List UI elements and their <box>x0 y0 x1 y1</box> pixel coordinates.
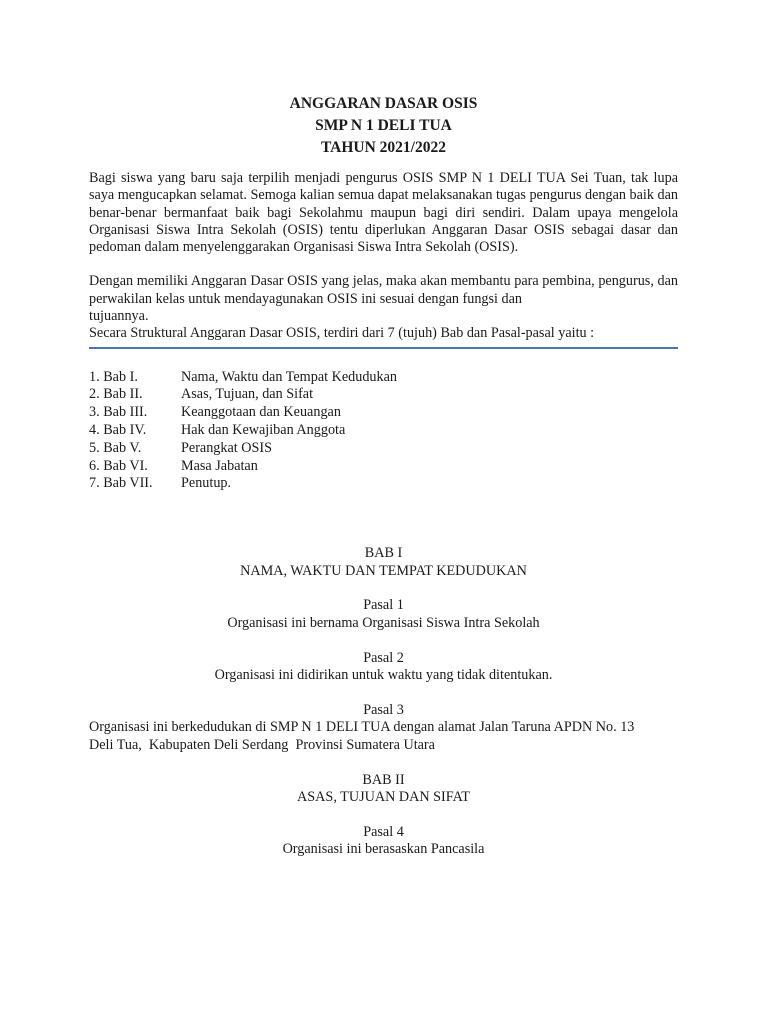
list-item <box>89 369 678 387</box>
structure-line: Secara Struktural Anggaran Dasar OSIS, terdiri dari 7 (tujuh) Bab dan Pasal-pasal yaitu : <box>89 325 678 348</box>
bab-number: 6. Bab VI. <box>89 457 148 474</box>
bab-title: Perangkat OSIS <box>181 439 273 456</box>
pasal2-label: Pasal 2 <box>363 649 404 666</box>
bab1-subheading: NAMA, WAKTU DAN TEMPAT KEDUDUKAN <box>240 562 527 579</box>
pasal4-label: Pasal 4 <box>363 823 404 840</box>
document-page <box>89 93 678 859</box>
document-title <box>89 93 678 159</box>
list-item <box>89 458 678 476</box>
title-line-3: TAHUN 2021/2022 <box>320 139 446 156</box>
bab-list <box>89 369 678 494</box>
bab-number: 1. Bab I. <box>89 368 138 385</box>
bab-title: Masa Jabatan <box>181 457 258 474</box>
bab-title: Nama, Waktu dan Tempat Kedudukan <box>181 368 398 385</box>
list-item <box>89 422 678 440</box>
bab1-section <box>89 545 678 719</box>
bab-title: Penutup. <box>181 475 232 492</box>
bab2-section <box>89 772 678 859</box>
title-line-1: ANGGARAN DASAR OSIS <box>289 95 478 112</box>
pasal1-text: Organisasi ini bernama Organisasi Siswa Intra Sekolah <box>227 615 540 632</box>
bab2-heading: BAB II <box>362 771 405 788</box>
title-line-2: SMP N 1 DELI TUA <box>315 117 452 134</box>
intro-paragraph-2: Dengan memiliki Anggaran Dasar OSIS yang jelas, maka akan membantu para pembina, pengurus, dan perwakilan kelas untuk mendayagunakan OSIS ini sesuai dengan fungsi dan <box>89 273 678 307</box>
bab1-heading: BAB I <box>364 545 403 562</box>
pasal1-label: Pasal 1 <box>363 597 404 614</box>
list-item <box>89 440 678 458</box>
list-item <box>89 386 678 404</box>
bab-number: 2. Bab II. <box>89 386 143 403</box>
bab-title: Hak dan Kewajiban Anggota <box>181 422 346 439</box>
pasal3-label: Pasal 3 <box>363 701 404 718</box>
bab-title: Keanggotaan dan Keuangan <box>181 404 341 421</box>
pasal3-text <box>89 719 678 754</box>
bab-number: 3. Bab III. <box>89 404 148 421</box>
intro-paragraph-1: Bagi siswa yang baru saja terpilih menjadi pengurus OSIS SMP N 1 DELI TUA Sei Tuan, tak lupa saya mengucapkan selamat. Semoga kalian semua dapat melaksanakan tugas pengurus dengan baik dan benar-benar bermanfaat baik bagi Sekolahmu maupun bagi diri sendiri. Dalam upaya mengelola Organisasi Siswa Intra Sekolah (OSIS) tentu diperlukan Anggaran Dasar OSIS sebagai dasar dan pedoman dalam menyelenggarakan Organisasi Siswa Intra Sekolah (OSIS). <box>89 170 678 256</box>
pasal2-text: Organisasi ini didirikan untuk waktu yang tidak ditentukan. <box>214 667 553 684</box>
list-item <box>89 475 678 493</box>
pasal4-text: Organisasi ini berasaskan Pancasila <box>282 841 485 858</box>
pasal3-text-line-2: Deli Tua, Kabupaten Deli Serdang Provinsi Sumatera Utara <box>89 737 435 753</box>
intro-paragraph-2-end: tujuannya. <box>89 308 149 325</box>
list-item <box>89 404 678 422</box>
bab-number: 4. Bab IV. <box>89 422 147 439</box>
bab-number: 5. Bab V. <box>89 439 142 456</box>
bab2-subheading: ASAS, TUJUAN DAN SIFAT <box>297 789 470 806</box>
pasal3-text-line-1: Organisasi ini berkedudukan di SMP N 1 DELI TUA dengan alamat Jalan Taruna APDN No. 13 <box>89 719 635 736</box>
bab-number: 7. Bab VII. <box>89 475 153 492</box>
bab-title: Asas, Tujuan, dan Sifat <box>181 386 314 403</box>
